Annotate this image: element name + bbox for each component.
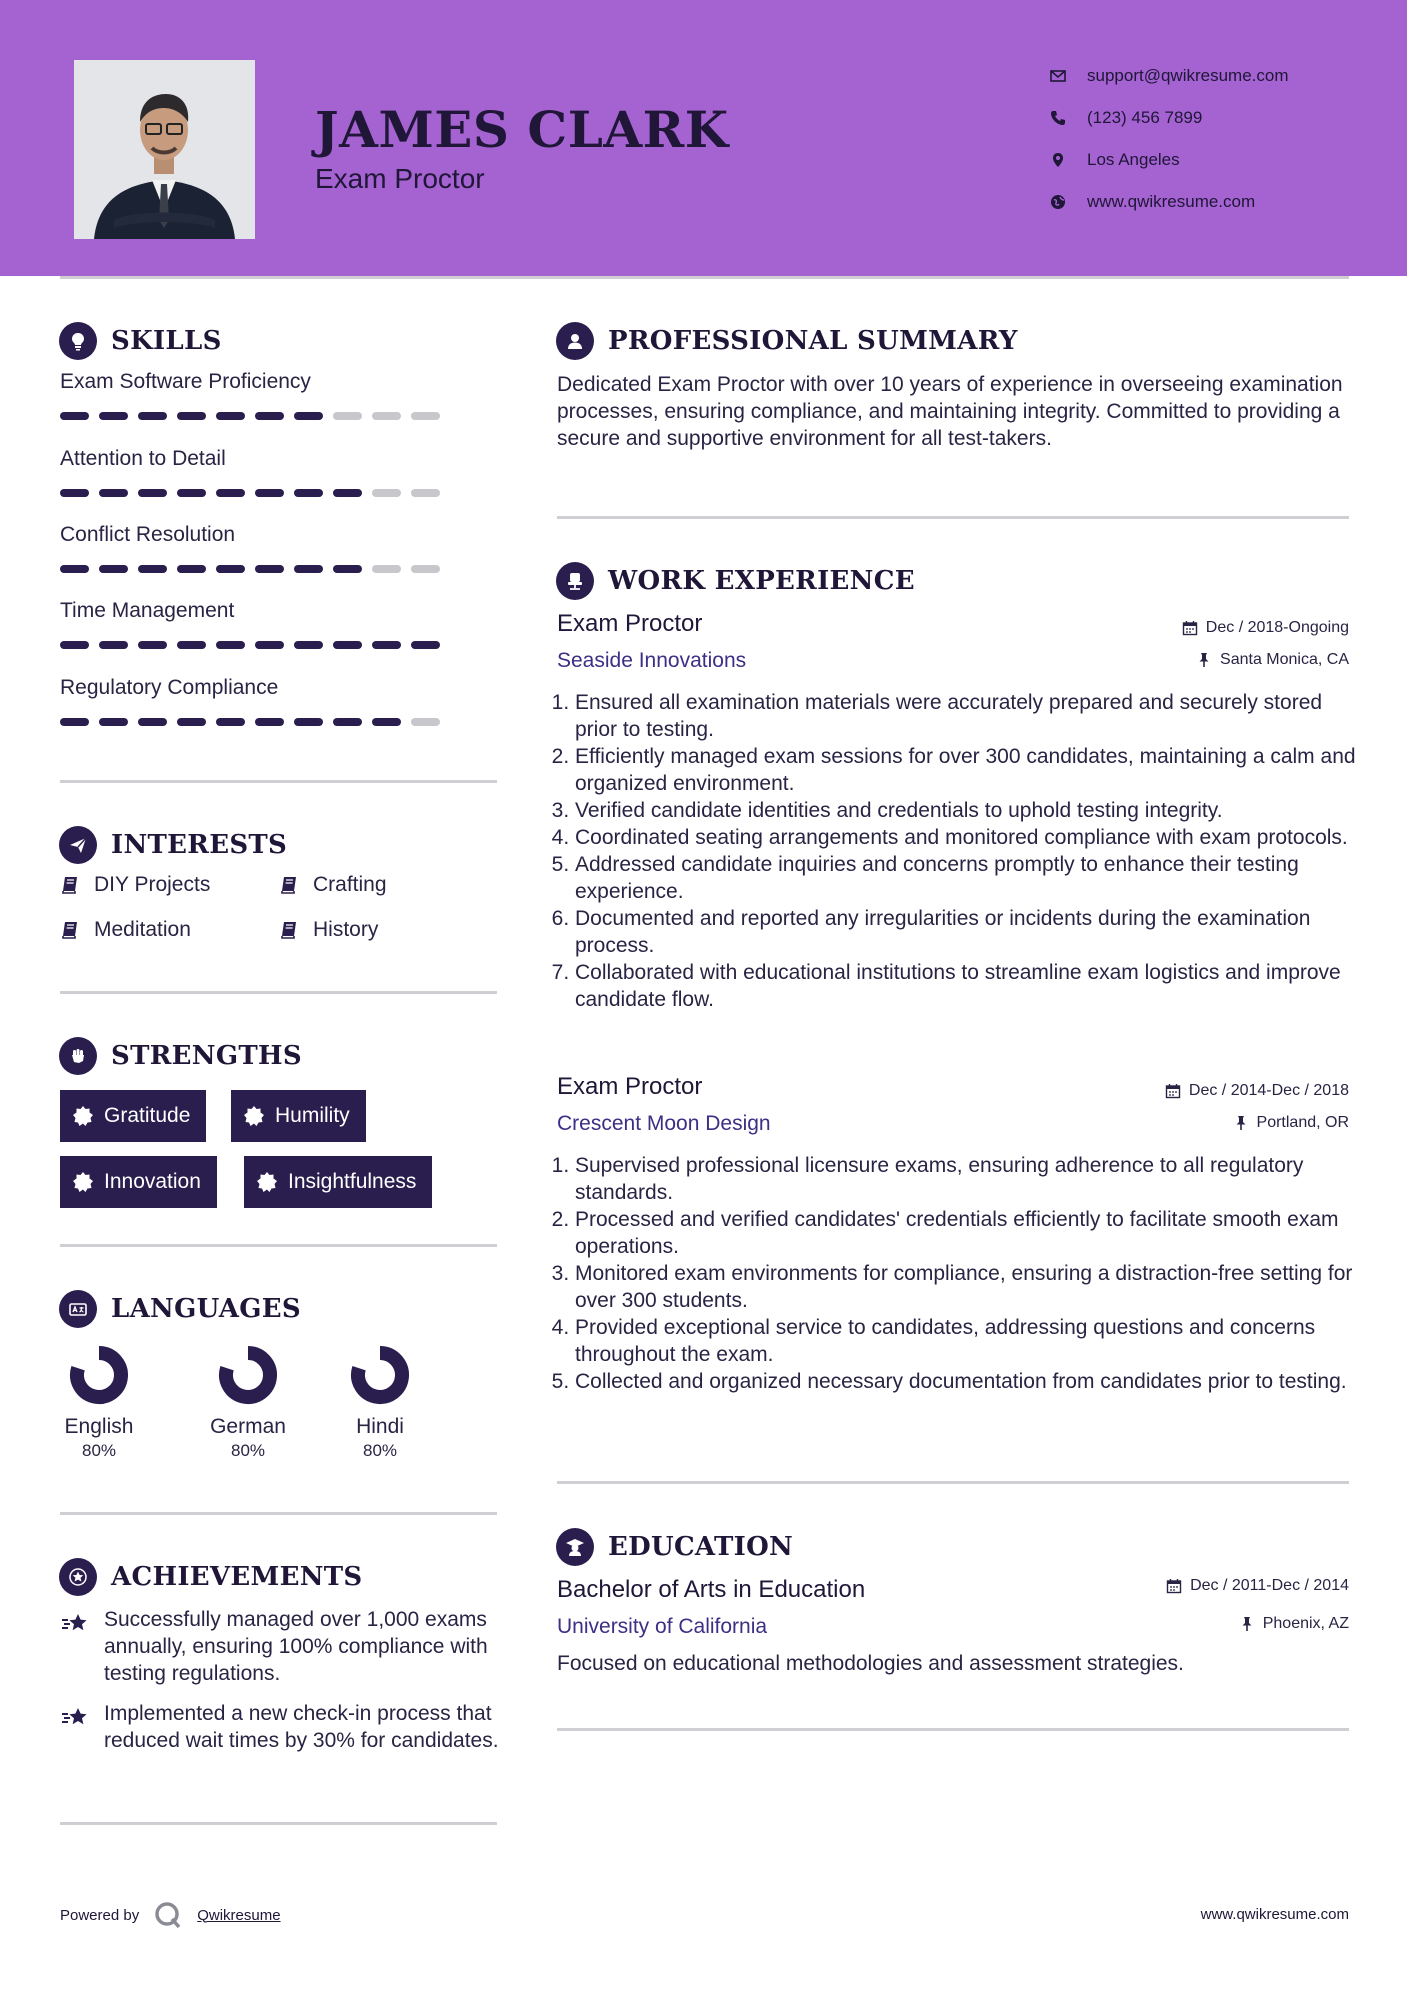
education-location-text: Phoenix, AZ [1262, 1615, 1349, 1632]
language-item [325, 1343, 435, 1461]
translate-icon [59, 1290, 97, 1328]
skill-level-dash [177, 489, 206, 497]
calendar-icon [1165, 1083, 1181, 1099]
skill-level-dash [333, 641, 362, 649]
achievement-text: Implemented a new check-in process that reduced wait times by 30% for candidates. [104, 1702, 499, 1752]
skill-level-dash [60, 489, 89, 497]
skill-level-dash [177, 641, 206, 649]
badge-icon [256, 1171, 278, 1193]
duty-item: 1. Ensured all examination materials were accurately prepared and securely stored prior to testing. [575, 689, 1357, 743]
skill-level-dash [255, 641, 284, 649]
phone-icon [1050, 110, 1087, 126]
achievements-heading [59, 1558, 363, 1596]
duty-list [557, 1152, 1357, 1395]
degree-name: Bachelor of Arts in Education [557, 1576, 866, 1603]
job-title: Exam Proctor [557, 1073, 703, 1100]
achievement-item [60, 1700, 500, 1754]
contact-phone[interactable] [1050, 97, 1289, 139]
map-pin-icon [1050, 152, 1087, 168]
skill-level-dash [216, 412, 245, 420]
skill-level-dash [177, 412, 206, 420]
section-divider [60, 1244, 497, 1247]
interest-item [60, 918, 191, 942]
language-level-ring [216, 1343, 280, 1407]
languages-title: LANGUAGES [111, 1294, 301, 1324]
skill-level-dash [294, 489, 323, 497]
interest-item [279, 918, 378, 942]
education-dates-text: Dec / 2011-Dec / 2014 [1190, 1577, 1349, 1594]
language-level-ring [67, 1343, 131, 1407]
language-percent: 80% [362, 1441, 398, 1460]
section-divider [557, 1728, 1349, 1731]
education-dates [1166, 1577, 1349, 1595]
language-percent: 80% [230, 1441, 266, 1460]
skill-level-dash [411, 718, 440, 726]
skill-level-dash [138, 412, 167, 420]
skill-level-dash [99, 718, 128, 726]
section-divider [60, 991, 497, 994]
skill-level-dash [138, 489, 167, 497]
contact-email[interactable] [1050, 55, 1289, 97]
skill-level-dash [216, 489, 245, 497]
contact-location [1050, 139, 1289, 181]
duty-item: 3. Verified candidate identities and credentials to uphold testing integrity. [575, 797, 1357, 824]
calendar-icon [1166, 1578, 1182, 1594]
language-level-arc [77, 1353, 121, 1397]
badge-icon [72, 1171, 94, 1193]
skill-level-dash [372, 565, 401, 573]
strength-tag [231, 1090, 366, 1142]
skill-level-dash [138, 641, 167, 649]
strength-label: Innovation [104, 1170, 201, 1193]
skill-level-dash [177, 565, 206, 573]
summary-text: Dedicated Exam Proctor with over 10 years of experience in overseeing examination processes, ensuring compliance, and maintaining integrity. Committed to providing a secure and supportive environment for all test-takers. [557, 373, 1343, 450]
office-chair-icon [556, 562, 594, 600]
book-icon [60, 875, 80, 895]
interests-heading [59, 826, 287, 864]
strength-tag [244, 1156, 432, 1208]
skill-level-dash [99, 489, 128, 497]
skill-level-dash [138, 718, 167, 726]
phone-text: (123) 456 7899 [1087, 108, 1203, 127]
brand-link[interactable]: Qwikresume [197, 1906, 281, 1924]
strength-tag [60, 1090, 206, 1142]
skill-level-dash [99, 565, 128, 573]
section-divider [60, 1822, 497, 1825]
skill-item [60, 370, 460, 420]
skill-level-bar [60, 565, 460, 573]
skill-level-dash [255, 718, 284, 726]
duty-item: 4. Provided exceptional service to candidates, addressing questions and concerns throughout the exam. [575, 1314, 1357, 1368]
skill-level-dash [372, 641, 401, 649]
book-icon [279, 875, 299, 895]
skill-level-dash [60, 718, 89, 726]
languages-heading [59, 1290, 301, 1328]
language-level-arc [226, 1353, 270, 1397]
skill-level-dash [216, 565, 245, 573]
email-text: support@qwikresume.com [1087, 66, 1289, 85]
language-percent: 80% [81, 1441, 117, 1460]
pushpin-icon [1196, 652, 1212, 668]
duty-item: 2. Processed and verified candidates' credentials efficiently to facilitate smooth exam operations. [575, 1206, 1357, 1260]
skill-name: Conflict Resolution [60, 523, 236, 546]
language-name: English [64, 1415, 134, 1438]
language-name: German [210, 1415, 286, 1438]
paper-plane-icon [59, 826, 97, 864]
skill-level-dash [60, 412, 89, 420]
skill-level-dash [99, 641, 128, 649]
education-heading [556, 1528, 793, 1566]
interests-title: INTERESTS [111, 830, 288, 860]
skill-level-dash [333, 718, 362, 726]
language-item [44, 1343, 154, 1461]
duty-item: 7. Collaborated with educational institutions to streamline exam logistics and improve candidate flow. [575, 959, 1357, 1013]
achievements-title: ACHIEVEMENTS [111, 1562, 363, 1592]
strength-label: Insightfulness [288, 1170, 417, 1193]
skills-heading [59, 322, 222, 360]
badge-icon [243, 1105, 265, 1127]
profile-photo [74, 60, 255, 239]
graduate-icon [556, 1528, 594, 1566]
company-name: Crescent Moon Design [557, 1112, 771, 1135]
raised-fist-icon [59, 1037, 97, 1075]
badge-icon [72, 1105, 94, 1127]
summary-heading [556, 322, 1018, 360]
skill-level-dash [411, 565, 440, 573]
company-name: Seaside Innovations [557, 649, 747, 672]
skill-level-dash [411, 641, 440, 649]
skill-level-bar [60, 718, 460, 726]
skill-level-bar [60, 412, 460, 420]
skill-level-dash [255, 489, 284, 497]
achievement-item [60, 1606, 500, 1687]
shooting-star-icon [60, 1702, 90, 1732]
experience-heading [556, 562, 915, 600]
skill-level-dash [99, 412, 128, 420]
job-location [1233, 1114, 1349, 1132]
book-icon [60, 920, 80, 940]
section-divider [557, 516, 1349, 519]
skill-level-dash [294, 565, 323, 573]
pushpin-icon [1233, 1115, 1249, 1131]
strength-label: Humility [275, 1104, 350, 1127]
duty-item: 5. Addressed candidate inquiries and concerns promptly to enhance their testing experience. [575, 851, 1357, 905]
header-divider [60, 276, 1349, 279]
skill-level-dash [294, 641, 323, 649]
shooting-star-icon [60, 1608, 90, 1638]
job-location [1196, 651, 1349, 669]
skill-name: Regulatory Compliance [60, 676, 279, 699]
skill-item [60, 447, 460, 497]
pushpin-icon [1239, 1616, 1255, 1632]
skill-level-dash [255, 412, 284, 420]
skill-level-dash [411, 412, 440, 420]
interest-item [60, 873, 210, 897]
calendar-icon [1182, 620, 1198, 636]
section-divider [60, 1512, 497, 1515]
duty-item: 1. Supervised professional licensure exams, ensuring adherence to all regulatory standards. [575, 1152, 1357, 1206]
skill-level-dash [216, 718, 245, 726]
skill-level-dash [294, 412, 323, 420]
star-medal-icon [59, 1558, 97, 1596]
interest-item [279, 873, 387, 897]
location-text: Los Angeles [1087, 150, 1180, 169]
school-name: University of California [557, 1615, 768, 1638]
lightbulb-icon [59, 322, 97, 360]
skill-level-dash [333, 412, 362, 420]
strength-tag [60, 1156, 217, 1208]
achievement-text: Successfully managed over 1,000 exams annually, ensuring 100% compliance with testing regulations. [104, 1608, 488, 1685]
language-item [193, 1343, 303, 1461]
skill-item [60, 523, 460, 573]
resume-header [0, 0, 1407, 276]
skill-level-dash [294, 718, 323, 726]
education-title: EDUCATION [608, 1532, 794, 1562]
powered-by-text: Powered by [60, 1906, 140, 1924]
skill-name: Time Management [60, 599, 235, 622]
skill-level-dash [372, 718, 401, 726]
globe-icon [1050, 194, 1087, 210]
skill-level-dash [255, 565, 284, 573]
duty-item: 4. Coordinated seating arrangements and monitored compliance with exam protocols. [575, 824, 1357, 851]
duty-item: 5. Collected and organized necessary documentation from candidates prior to testing. [575, 1368, 1357, 1395]
job-location-text: Portland, OR [1256, 1114, 1349, 1131]
contact-website[interactable] [1050, 181, 1289, 223]
candidate-title: Exam Proctor [315, 163, 485, 194]
skill-level-dash [177, 718, 206, 726]
skill-level-dash [60, 641, 89, 649]
education-location [1239, 1615, 1349, 1633]
duty-item: 6. Documented and reported any irregularities or incidents during the examination process. [575, 905, 1357, 959]
footer-website[interactable]: www.qwikresume.com [1200, 1906, 1349, 1923]
duty-item: 2. Efficiently managed exam sessions for over 300 candidates, maintaining a calm and organized environment. [575, 743, 1357, 797]
skill-item [60, 676, 460, 726]
skill-name: Exam Software Proficiency [60, 370, 311, 393]
section-divider [60, 780, 497, 783]
skill-level-dash [60, 565, 89, 573]
experience-title: WORK EXPERIENCE [608, 566, 915, 596]
qwikresume-logo-icon [153, 1900, 183, 1930]
skill-level-bar [60, 641, 460, 649]
strengths-title: STRENGTHS [111, 1041, 302, 1071]
skill-level-dash [138, 565, 167, 573]
section-divider [557, 1481, 1349, 1484]
skill-item [60, 599, 460, 649]
job-dates [1165, 1082, 1349, 1100]
language-name: Hindi [356, 1415, 404, 1438]
job-dates-text: Dec / 2018-Ongoing [1205, 619, 1349, 636]
envelope-icon [1050, 68, 1087, 84]
interest-label: History [313, 918, 379, 941]
job-dates [1182, 619, 1349, 637]
skill-level-dash [372, 489, 401, 497]
strengths-heading [59, 1037, 302, 1075]
job-location-text: Santa Monica, CA [1220, 651, 1349, 668]
language-level-arc [358, 1353, 402, 1397]
footer-branding [60, 1900, 281, 1930]
duty-item: 3. Monitored exam environments for compliance, ensuring a distraction-free setting for over 300 students. [575, 1260, 1357, 1314]
skill-level-dash [333, 565, 362, 573]
book-icon [279, 920, 299, 940]
skill-level-dash [411, 489, 440, 497]
interest-label: DIY Projects [94, 873, 211, 896]
skill-level-dash [216, 641, 245, 649]
job-title: Exam Proctor [557, 610, 703, 637]
skill-level-dash [372, 412, 401, 420]
website-text: www.qwikresume.com [1087, 192, 1256, 211]
interest-label: Meditation [94, 918, 191, 941]
skill-level-bar [60, 489, 460, 497]
skill-level-dash [333, 489, 362, 497]
user-icon [556, 322, 594, 360]
person-photo-icon [74, 60, 255, 239]
candidate-name: JAMES CLARK [315, 100, 729, 159]
skills-title: SKILLS [111, 326, 222, 356]
language-level-ring [348, 1343, 412, 1407]
contact-list [1050, 55, 1289, 223]
skill-name: Attention to Detail [60, 447, 226, 470]
education-description: Focused on educational methodologies and assessment strategies. [557, 1652, 1184, 1675]
job-dates-text: Dec / 2014-Dec / 2018 [1188, 1082, 1349, 1099]
interest-label: Crafting [313, 873, 387, 896]
strength-label: Gratitude [104, 1104, 191, 1127]
duty-list [557, 689, 1357, 1013]
summary-title: PROFESSIONAL SUMMARY [608, 326, 1018, 356]
